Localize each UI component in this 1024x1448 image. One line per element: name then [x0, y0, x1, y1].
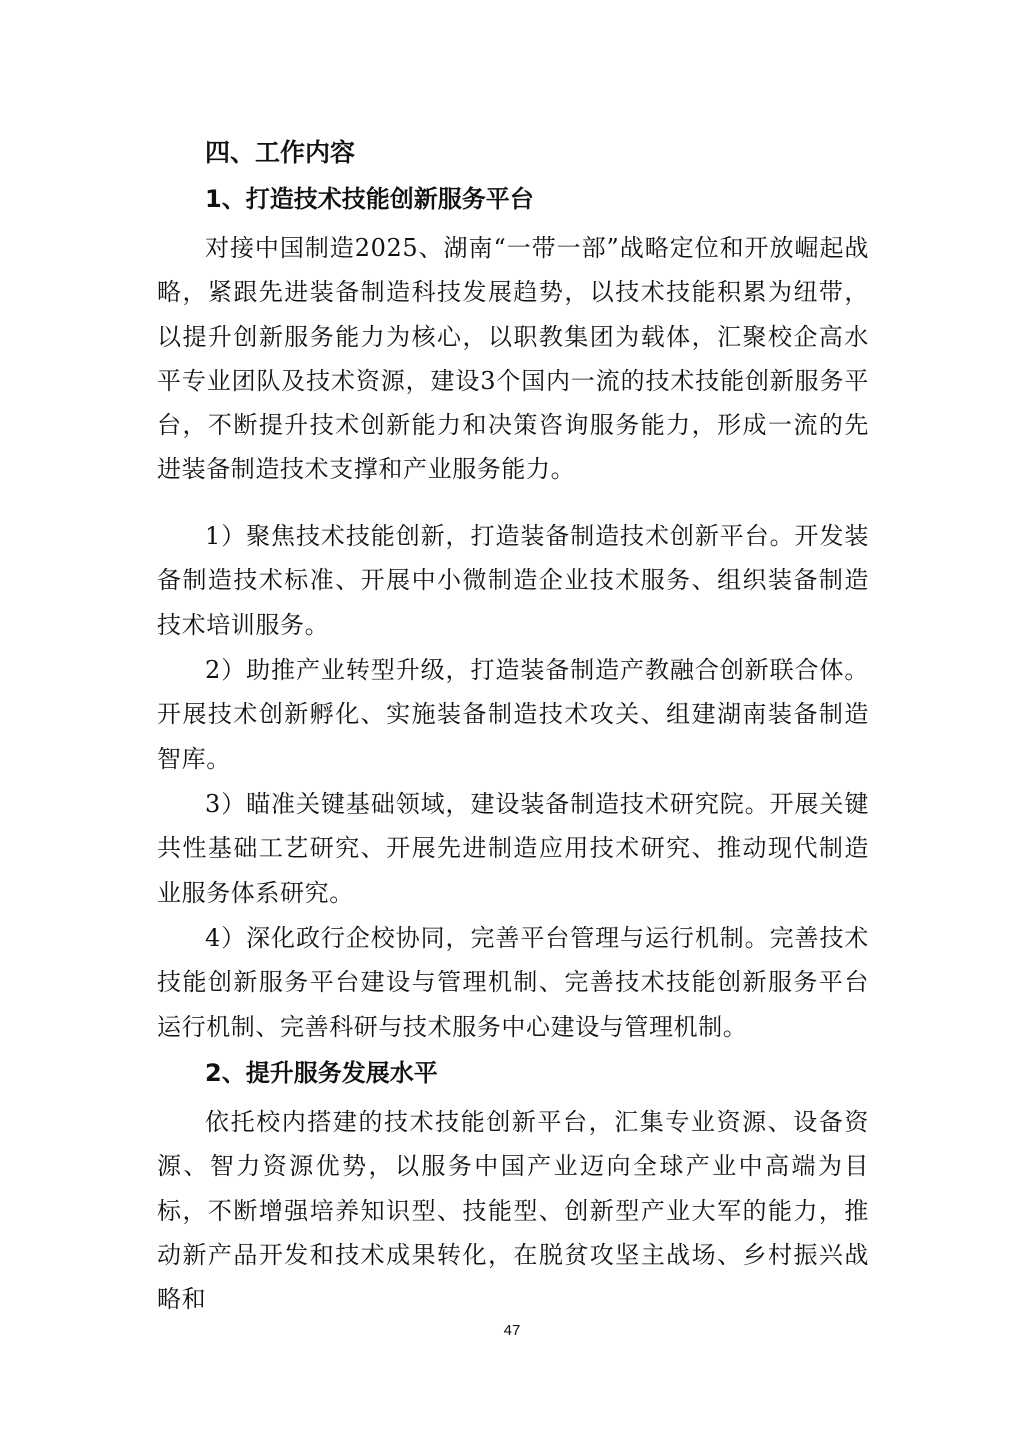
page-number: 47	[503, 1322, 521, 1339]
item-1-paragraph: 1）聚焦技术技能创新，打造装备制造技术创新平台。开发装备制造技术标准、开展中小微制造企业技术服务、组织装备制造技术培训服务。	[157, 522, 869, 639]
item-4-paragraph: 4）深化政行企校协同，完善平台管理与运行机制。完善技术技能创新服务平台建设与管理机制、完善技术技能创新服务平台运行机制、完善科研与技术服务中心建设与管理机制。	[157, 924, 869, 1041]
section-heading: 四、工作内容	[205, 138, 356, 167]
subsection-1-title: 1、打造技术技能创新服务平台	[205, 185, 534, 213]
subsection-2-title: 2、提升服务发展水平	[205, 1059, 438, 1087]
subsection-2-intro-paragraph: 依托校内搭建的技术技能创新平台，汇集专业资源、设备资源、智力资源优势，以服务中国产业迈向全球产业中高端为目标，不断增强培养知识型、技能型、创新型产业大军的能力，推动新产品开发和技术成果转化，在脱贫攻坚主战场、乡村振兴战略和	[157, 1108, 869, 1314]
item-3-paragraph: 3）瞄准关键基础领域，建设装备制造技术研究院。开展关键共性基础工艺研究、开展先进制造应用技术研究、推动现代制造业服务体系研究。	[157, 790, 869, 907]
subsection-1-intro-paragraph: 对接中国制造2025、湖南“一带一部”战略定位和开放崛起战略，紧跟先进装备制造科技发展趋势，以技术技能积累为纽带，以提升创新服务能力为核心，以职教集团为载体，汇聚校企高水平专业团队及技术资源，建设3个国内一流的技术技能创新服务平台，不断提升技术创新能力和决策咨询服务能力，形成一流的先进装备制造技术支撑和产业服务能力。	[157, 234, 869, 484]
item-2-paragraph: 2）助推产业转型升级，打造装备制造产教融合创新联合体。开展技术创新孵化、实施装备制造技术攻关、组建湖南装备制造智库。	[157, 656, 869, 773]
